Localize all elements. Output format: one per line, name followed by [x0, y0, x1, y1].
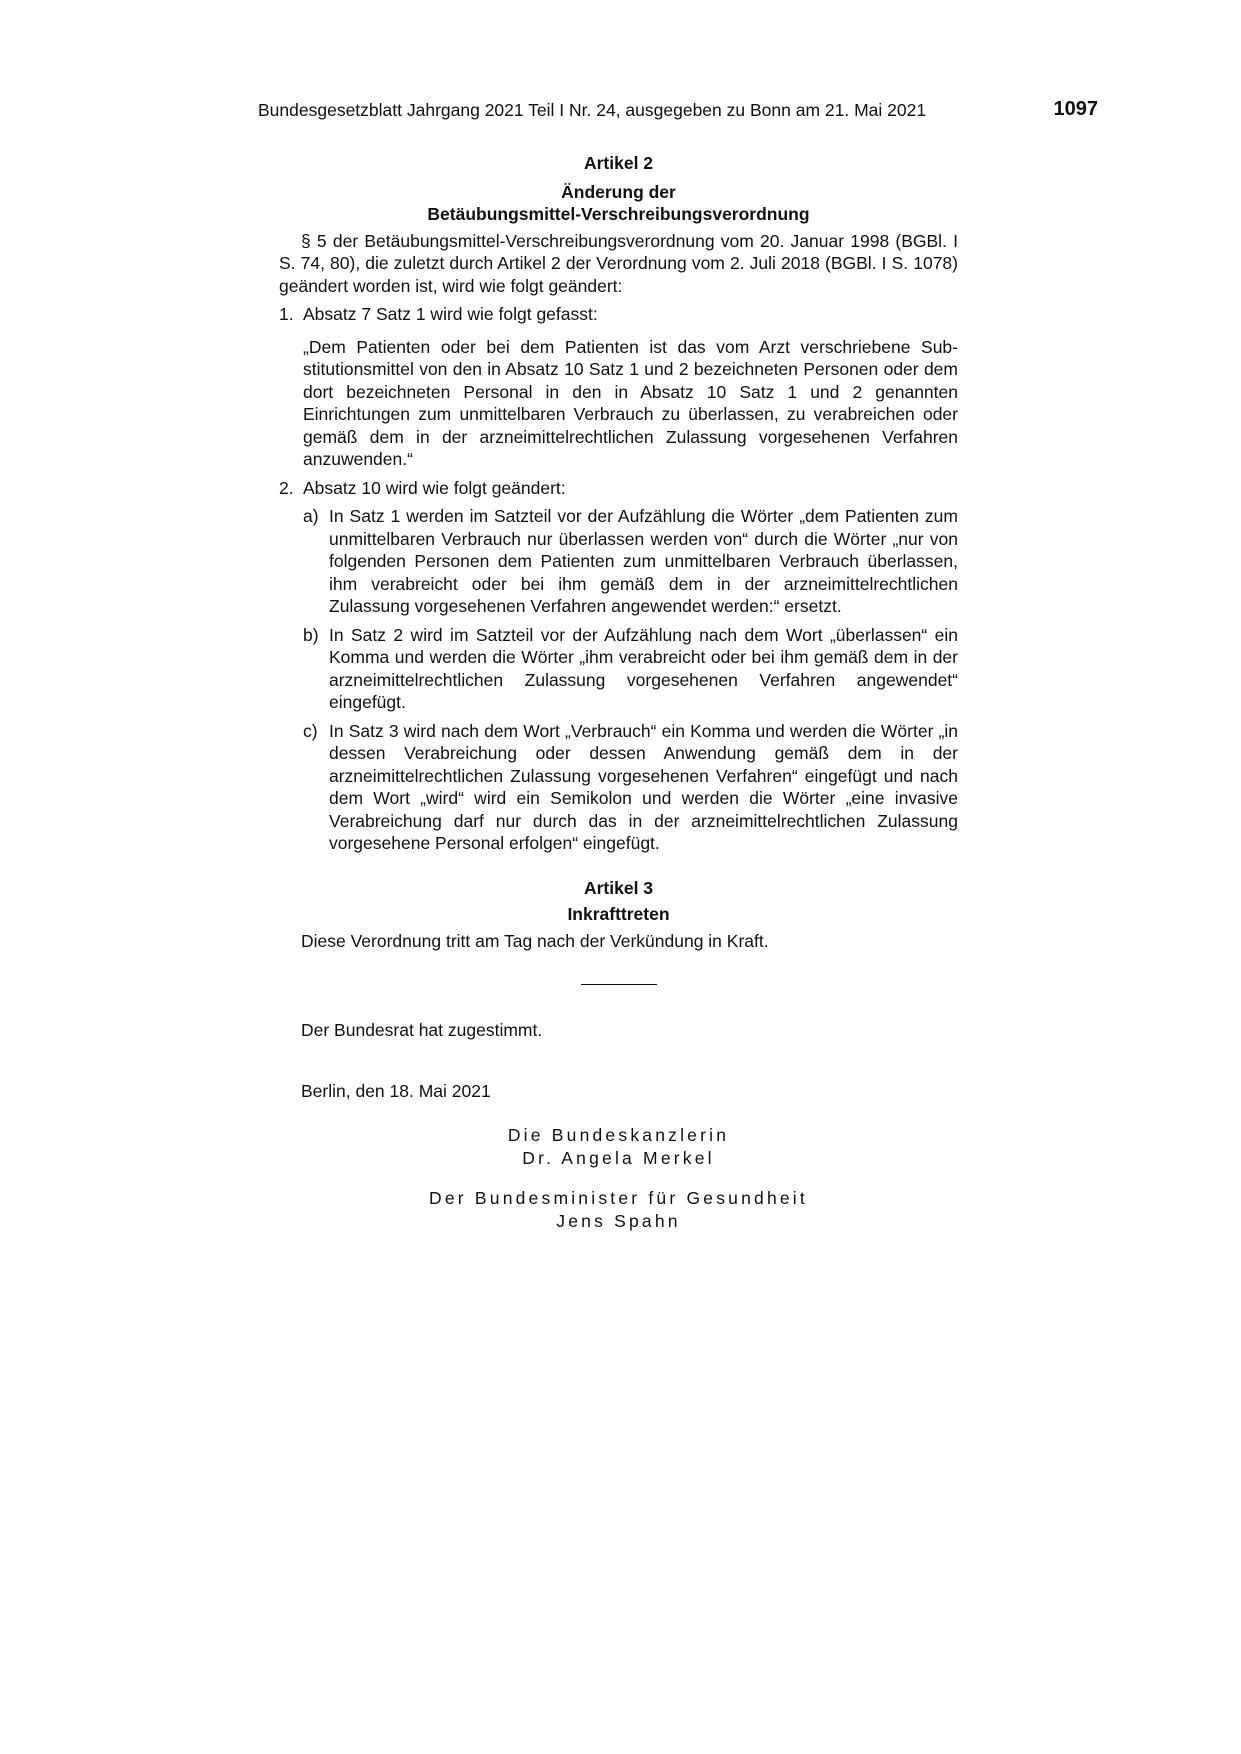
page-number: 1097	[1053, 98, 1098, 120]
signatory-role: Der Bundesminister für Gesundheit	[429, 1188, 808, 1208]
article-2-title: Artikel 2	[583, 153, 654, 173]
list-item-1	[279, 303, 958, 326]
bundesrat-consent: Der Bundesrat hat zugestimmt.	[301, 1020, 543, 1040]
list-item-number: 1.	[279, 304, 294, 324]
sub-item-b	[279, 624, 958, 714]
article-3-text: Diese Verordnung tritt am Tag nach der Verkündung in Kraft.	[301, 930, 769, 951]
document-body	[279, 152, 958, 1232]
list-item-text: Absatz 10 wird wie folgt geändert:	[303, 477, 566, 498]
sub-item-text: In Satz 1 werden im Satzteil vor der Aufzählung die Wörter „dem Patienten zum unmittelbaren Verbrauch nur überlassen werden von“ durch die Wörter „nur von folgenden Personen dem Patienten zum unmittelbaren Verbrauch überlassen, ihm verabreicht oder bei ihm gemäß dem in der arzneimittelrechtlichen Zulassung vorgesehenen Verfahren angewendet werden:“ ersetzt.	[329, 506, 958, 616]
signatory-name: Jens Spahn	[556, 1210, 681, 1231]
list-item-number: 2.	[279, 477, 294, 498]
amendment-quote: „Dem Patienten oder bei dem Patienten ist das vom Arzt verschriebene Substitutionsmittel von den in Absatz 10 Satz 1 und 2 bezeichneten Personen oder dem dort bezeichneten Personal in den in Absatz 10 Satz 1 und 2 genannten Einrichtungen zum unmittelbaren Verbrauch zu überlassen, zu verabreichen oder gemäß dem in der arzneimittelrechtlichen Zulassung vorgesehenen Verfahren anzuwenden.“	[303, 336, 958, 469]
signature-block-minister	[279, 1187, 958, 1232]
article-2-heading-line1: Änderung der	[561, 181, 676, 202]
sub-item-text: In Satz 2 wird im Satzteil vor der Aufzählung nach dem Wort „überlassen“ ein Komma und werden die Wörter „ihm verabreicht oder bei ihm gemäß dem in der arzneimittelrechtlichen Zulassung vorgesehenen Verfahren angewendet“ eingefügt.	[329, 624, 958, 712]
list-item-2	[279, 477, 958, 500]
signatory-role: Die Bundeskanzlerin	[507, 1125, 730, 1145]
article-3-heading: Inkrafttreten	[567, 904, 670, 924]
sub-item-label: b)	[303, 624, 319, 645]
separator-rule	[581, 984, 657, 985]
article-2-heading-line2: Betäubungsmittel-Verschreibungsverordnung	[427, 204, 810, 224]
page-header	[258, 100, 1098, 126]
article-3-title: Artikel 3	[583, 877, 654, 898]
sub-item-text: In Satz 3 wird nach dem Wort „Verbrauch“ ein Komma und werden die Wörter „in dessen Verabreichung oder dessen Anwendung gemäß dem in der arzneimittelrechtlichen Zulassung vorgesehenen Verfahren“ eingefügt und nach dem Wort „wird“ wird ein Semikolon und werden die Wörter „eine invasive Verabreichung darf nur durch das in der arzneimittelrechtlichen Zulassung vorgesehene Personal erfolgen“ eingefügt.	[329, 720, 958, 853]
signature-block-chancellor	[279, 1124, 958, 1169]
article-2-intro: § 5 der Betäubungsmittel-Verschreibungsverordnung vom 20. Januar 1998 (BGBl. I S. 74, 80), die zuletzt durch Artikel 2 der Verordnung vom 2. Juli 2018 (BGBl. I S. 1078) geändert worden ist, wird wie folgt geändert:	[279, 230, 958, 296]
header-publication-line: Bundesgesetzblatt Jahrgang 2021 Teil I Nr. 24, ausgegeben zu Bonn am 21. Mai 2021	[258, 100, 927, 120]
sub-item-a	[279, 505, 958, 618]
sub-item-c	[279, 720, 958, 855]
sub-item-label: c)	[303, 720, 318, 741]
sub-item-label: a)	[303, 506, 319, 526]
list-item-text: Absatz 7 Satz 1 wird wie folgt gefasst:	[303, 304, 598, 324]
place-and-date: Berlin, den 18. Mai 2021	[301, 1080, 491, 1101]
signatory-name: Dr. Angela Merkel	[522, 1147, 715, 1168]
